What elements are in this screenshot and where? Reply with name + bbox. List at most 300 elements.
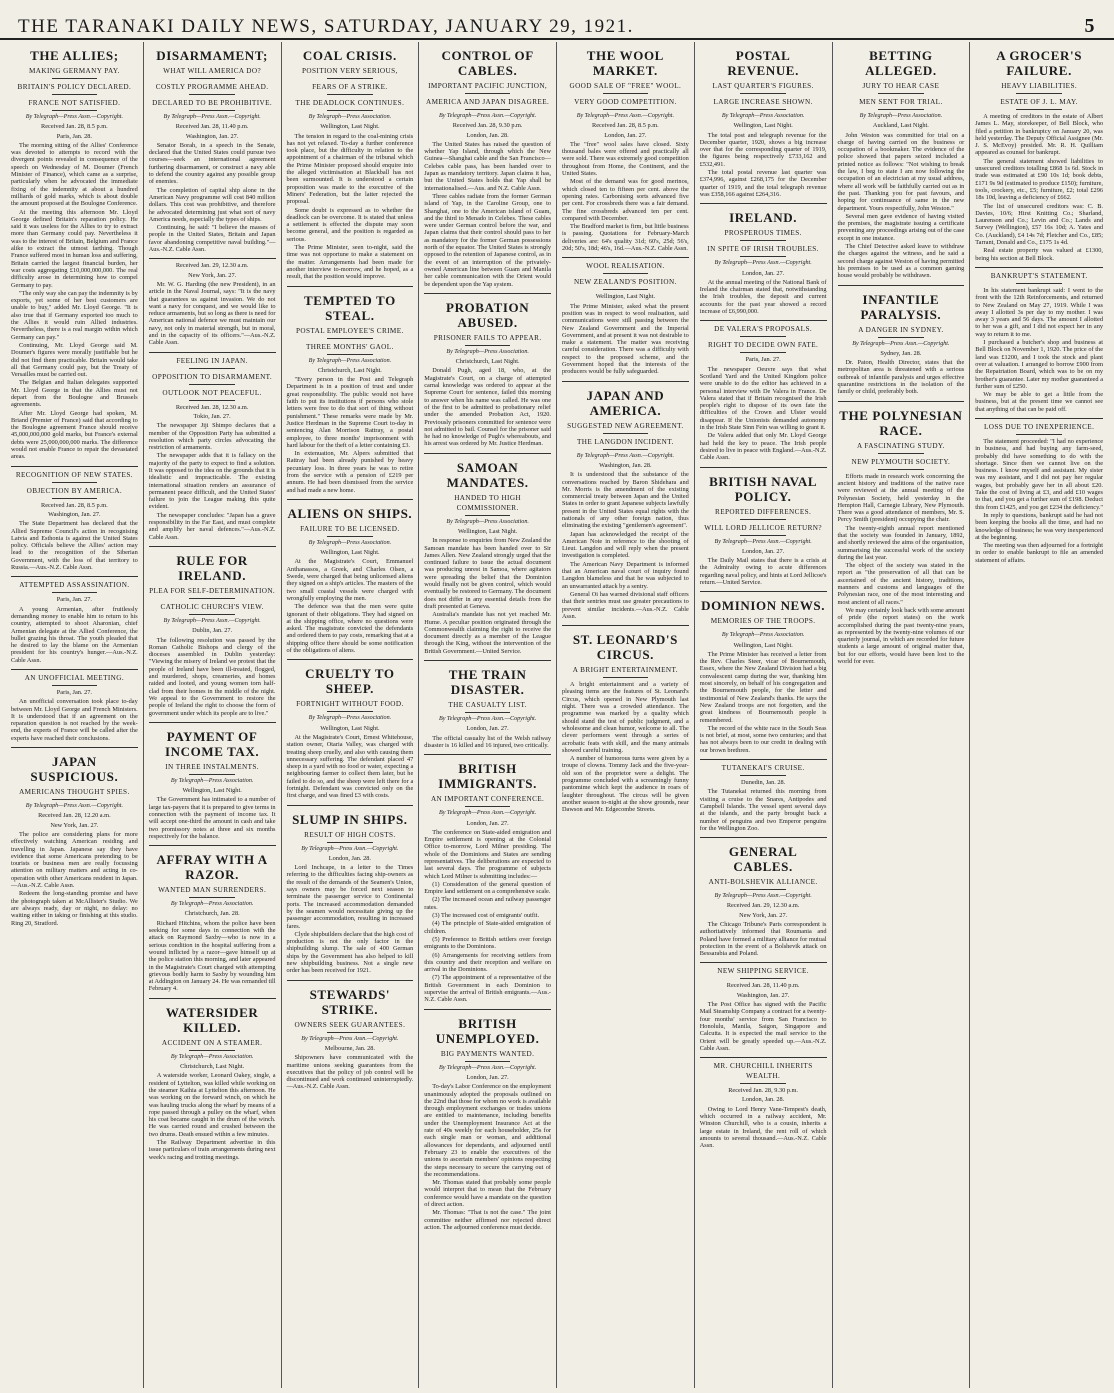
deck-rule: [740, 93, 786, 94]
article-body: [287, 376, 414, 494]
deck-rule: [52, 592, 98, 593]
article-paragraph: The record of the white race in the South Seas is not brief, at most, some two centuries; and that has not always been to our credit in dealing with our brown brethren.: [699, 724, 827, 754]
article: [562, 625, 689, 813]
article-byline: By Telegraph—Press Assn.—Copyright.: [714, 893, 812, 900]
article-deck: MAKING GERMANY PAY.: [29, 67, 120, 75]
column-8: [970, 42, 1108, 1388]
deck-rule: [878, 469, 924, 470]
article-headline: IRELAND.: [729, 210, 798, 226]
article-dateline: Christchurch, Last Night.: [317, 366, 382, 374]
article-paragraph: At the annual meeting of the National Bank of Ireland the chairman stated that, notwithstanding the Irish troubles, the deposit and current accounts for the past year showed a record increase of £6,990,000.: [699, 278, 827, 316]
article-paragraph: (4) The principle of State-aided emigration of children.: [424, 920, 551, 935]
article: [11, 669, 138, 742]
article-byline: By Telegraph—Press Association.: [446, 348, 529, 355]
article-divider: [287, 980, 414, 981]
article-deck: NEW PLYMOUTH SOCIETY.: [851, 457, 951, 466]
article: [149, 352, 276, 541]
article-paragraph: The Prime Minister has received a letter from the Rev. Charles Steer, vicar of Bournemouth, Essex, where the New Zealand Division had a big convalescent camp during the war, thanking him most sincerely, on behalf of his congregation and the Bournemouth people, for the letter and testimonial of New Zealand's thanks. He says the New Zealand troops are not forgotten, and the great kindness of Bournemouth people is remembered.: [699, 650, 827, 724]
article-paragraph: The police are considering plans for more effectively watching American residing and travelling in Japan. Japanese say they have evidence that some Americans pretending to be tourists or business men are really focussing attention on military matters and acting in co-operation with other Americans resident in Japan.—Aus.-N.Z. Cable Assn.: [11, 830, 138, 890]
article-byline: By Telegraph—Press Assn.—Copyright.: [25, 114, 124, 120]
article-dateline: Paris, Jan. 27.: [56, 689, 92, 696]
article-deck: RECOGNITION OF NEW STATES.: [15, 470, 133, 479]
article-deck: HANDED TO HIGH COMMISSIONER.: [454, 493, 522, 512]
article-body: [424, 537, 551, 655]
column-4: [419, 42, 557, 1388]
column-7: [833, 42, 971, 1388]
article-deck: WOOL REALISATION.: [586, 262, 665, 271]
article-divider: [287, 286, 414, 287]
article-received: Received Jan. 29, 12.30 a.m.: [726, 902, 800, 910]
article-divider: [11, 466, 138, 467]
article-paragraph: Continuing, he said: "I believe the masses of people in the United States, Britain and Japan favor abandoning competitive naval building."—Aus.-N.Z. Cable Assn.: [148, 224, 276, 254]
article-divider: [975, 267, 1103, 268]
article-headline: JAPAN SUSPICIOUS.: [30, 754, 119, 785]
article-deck: WILL LORD JELLICOE RETURN?: [704, 523, 822, 532]
article: [11, 48, 138, 461]
article-byline: By Telegraph—Press Association.: [308, 357, 392, 364]
article-deck: THREE MONTHS' GAOL.: [305, 342, 394, 351]
deck-rule: [740, 1083, 786, 1084]
deck-rule: [878, 337, 924, 338]
column-6: [695, 42, 833, 1388]
article-paragraph: In his statement bankrupt said: I went to the front with the 12th Reinforcements, and returned to New Zealand on May 27, 1919. While I was away I allotted 3s per day to my mother. I was away 3 years and 56 days. The amount I allotted to her was a gift, and I did not expect her in any way to return it to me.: [975, 286, 1103, 338]
article: [838, 401, 965, 666]
article-deck: AN UNOFFICIAL MEETING.: [24, 674, 125, 682]
article-byline: By Telegraph—Press Assn.—Copyright.: [163, 617, 261, 624]
article: [149, 845, 276, 993]
article-headline: BRITISH UNEMPLOYED.: [435, 1015, 540, 1046]
article-paragraph: Shipowners have communicated with the maritime unions seeking guarantees from the executives that the policy of job control will be discontinued and work continued uninterruptedly.—Aus.-N.Z. Cable Assn.: [286, 1054, 414, 1091]
article-paragraph: The Daily Mail states that there is a crisis at the Admiralty owing to acute differences regarding naval policy, and hints at Lord Jellicoe's return.—United Service.: [699, 557, 827, 586]
article-byline: By Telegraph—Press Assn.—Copyright.: [438, 1064, 537, 1071]
article-body: [287, 734, 414, 800]
article-dateline: New York, Jan. 27.: [50, 821, 99, 829]
article-divider: [700, 1057, 827, 1058]
article-byline: By Telegraph—Press Association.: [859, 113, 943, 119]
article-paragraph: A meeting of creditors in the estate of Albert James L. May, storekeeper, of Bell Block, who filed a petition in bankruptcy on January 20, was held yesterday. The Deputy Official Assignee (Mr. J. S. McEvoy) presided. Mr. R. H. Quilliam appeared as counsel for bankrupt.: [975, 113, 1103, 157]
article-body: [149, 422, 276, 541]
article-dateline: London, Jan. 28.: [466, 131, 509, 139]
article: [700, 1057, 827, 1149]
page-number: 5: [1084, 15, 1096, 37]
article-dateline: Paris, Jan. 27.: [745, 356, 781, 364]
article-headline: A GROCER'S FAILURE.: [996, 48, 1083, 78]
article-paragraph: The meeting was then adjourned for a fortnight in order to enable bankrupt to file an amended statement of affairs.: [975, 542, 1103, 564]
deck-rule: [603, 677, 649, 678]
deck-rule: [327, 94, 373, 95]
article: [149, 722, 276, 840]
column-3: [282, 42, 420, 1388]
article-body: [424, 735, 551, 750]
article-deck: VERY GOOD COMPETITION.: [574, 98, 677, 106]
article-byline: By Telegraph—Press Assn.—Copyright.: [438, 810, 537, 817]
article-deck: GOOD SALE OF "FREE" WOOL.: [569, 82, 682, 90]
article-divider: [838, 285, 965, 286]
article: [700, 759, 827, 832]
article-headline: BRITISH IMMIGRANTS.: [438, 761, 537, 792]
article-deck: ATTEMPTED ASSASSINATION.: [19, 581, 130, 590]
article: [424, 754, 551, 1003]
deck-rule: [327, 842, 373, 843]
article-body: [975, 113, 1103, 262]
article-dateline: Tokio, Jan. 27.: [193, 412, 231, 420]
article-deck: THE LANGDON INCIDENT.: [577, 437, 674, 446]
article-headline: ST. LEONARD'S CIRCUS.: [572, 632, 678, 663]
deck-rule: [327, 354, 373, 355]
article: [424, 453, 551, 655]
deck-rule: [1016, 93, 1062, 94]
deck-rule: [327, 1032, 373, 1033]
article-body: [11, 698, 138, 742]
article-deck: FRANCE NOT SATISFIED.: [28, 99, 121, 107]
deck-rule: [1016, 283, 1062, 284]
deck-rule: [740, 336, 786, 337]
deck-rule: [189, 598, 235, 599]
deck-rule: [603, 289, 649, 290]
article-dateline: Washington, Jan. 27.: [185, 132, 239, 140]
deck-rule: [740, 978, 786, 979]
article-byline: By Telegraph—Press Association.: [170, 777, 254, 784]
article-paragraph: A waterside worker, Leonard Oakey, single, a resident of Lyttelton, was killed while working on the steamer Kaihia at Lyttelton this afternoon. He was working on the forward winch, on which he was hauling trucks along the wharf by means of a rope passed through a pulley on the wharf, when his coat became caught in the drum of the winch. He was carried round and crushed between the two drums. Death ensued within a few minutes.: [148, 1072, 276, 1138]
article-divider: [11, 669, 138, 670]
article-headline: CONTROL OF CABLES.: [441, 48, 534, 78]
deck-rule: [465, 93, 511, 94]
article-body: [562, 681, 689, 813]
article-paragraph: Australia's mandate has not yet reached Mr. Hume. A peculiar position originated through the Commonwealth claiming the right to receive the document directly as a member of the League through the King, without the intervention of the British Government.—United Service.: [424, 611, 551, 655]
deck-rule: [603, 109, 649, 110]
article-paragraph: Three cables radiate from the former German island of Yap, in the Caroline Group, one to Shanghai, one to the American island of Guam, and the third to Menado in Celebes. These cables were under German control before the war, and Japan claims that their control should pass to her as mandatory for the former German possessions north of the equator. The United States is strongly opposed to the retention of Japanese control, as in the event of an interruption of the privately-owned American line between Guam and Manila her cable communication with the Orient would be dependent upon the Yap system.: [424, 192, 551, 288]
article-divider: [11, 747, 138, 748]
article-divider: [700, 467, 827, 468]
article-byline: By Telegraph—Press Assn.—Copyright.: [852, 340, 950, 347]
article-dateline: Wellington, Last Night.: [320, 724, 380, 732]
article-paragraph: Continuing, Mr. Lloyd George said M. Doumer's figures were morally justifiable but he did not find them practicable. Britain would take all that Germany could pay, but the Treaty of Versailles must be carried out.: [11, 341, 138, 379]
article-divider: [149, 546, 276, 547]
article-body: [975, 438, 1103, 564]
article-paragraph: We may be able to get a little from the business, but at the present time we cannot see that anything of that can be paid off.: [975, 391, 1103, 413]
article-divider: [424, 754, 551, 755]
article-paragraph: The official casualty list of the Welsh railway disaster is 16 killed and 16 injured, two critically.: [424, 734, 551, 749]
article-received: Received Jan. 28, 12.30 a.m.: [175, 403, 249, 411]
article-paragraph: After Mr. Lloyd George had spoken, M. Briand (Premier of France) said that according to the Boulogne agreement France should receive 45,000,000,000 gold marks, but France's external debts were 25,000,000,000 marks. The difference would not enable France to repair the devastated areas.: [11, 409, 138, 461]
masthead: [0, 0, 1114, 40]
article-body: [11, 606, 138, 664]
article-byline: By Telegraph—Press Association.: [721, 113, 805, 119]
article-paragraph: The State Department has declared that the Allied Supreme Council's action in recognising Latvia and Esthonia is against the United States policy. Officials believe the Allies' action may lead to the recognition of the Siberian Government, with the loss of that territory to Russia.—Aus.-N.Z. Cable Assn.: [11, 520, 138, 572]
article-body: [700, 557, 827, 586]
article-headline: POSTAL REVENUE.: [727, 48, 799, 78]
article-dateline: London, Jan. 27.: [466, 819, 509, 827]
deck-rule: [52, 482, 98, 483]
article-paragraph: The newspaper Oeuvre says that what Scotland Yard and the United Kingdom police were unable to do the editor has achieved in a personal interview with De Valera in France. De Valera stated that if Britain recognised the Irish people's right to dispose of its own fate the difficulties of the Crown and Ulster would disappear. If the Unionists demanded autonomy in the Irish State Sinn Fein was willing to grant it.: [699, 365, 827, 432]
article-body: [562, 471, 689, 620]
article-dateline: New York, Jan. 27.: [188, 271, 237, 279]
deck-rule: [189, 78, 235, 79]
article-deck: DECLARED TO BE PROHIBITIVE.: [152, 99, 273, 107]
article-paragraph: Efforts made in research work concerning the ancient history and traditions of the native race were reviewed at the annual meeting of the Polynesian Society, held yesterday in the Hempton Hall, Carnegie Library, New Plymouth. There was a good attendance of members, Mr. S. Percy Smith (president) occupying the chair.: [837, 472, 965, 524]
article-body: [424, 829, 551, 1004]
column-2: [144, 42, 282, 1388]
article-deck: FEELING IN JAPAN.: [176, 356, 248, 365]
article-deck: FORTNIGHT WITHOUT FOOD.: [296, 700, 404, 709]
article-paragraph: The "free" wool sales have closed. Sixty thousand bales were offered and practically all were sold. There was extremely good competition throughout from Home, the Continent, and the United States.: [562, 140, 689, 178]
deck-rule: [189, 614, 235, 615]
article-paragraph: Lord Inchcape, in a letter to the Times referring to the difficulties facing ship-owners as the result of the demands of the Seamen's Union, says owners may be forced next season to terminate the passenger service to Continental ports. The increased accommodation demanded by the seamen would necessitate giving up the passenger accommodation, resulting in increased fares.: [286, 864, 414, 930]
article-headline: STEWARDS' STRIKE.: [309, 986, 391, 1017]
deck-rule: [189, 897, 235, 898]
article-deck: BIG PAYMENTS WANTED.: [440, 1049, 535, 1058]
deck-rule: [327, 110, 373, 111]
article-headline: THE WOOL MARKET.: [586, 48, 664, 78]
deck-rule: [740, 256, 786, 257]
article-dateline: London, Jan. 28.: [328, 854, 371, 862]
article-divider: [149, 352, 276, 353]
article-divider: [149, 845, 276, 846]
deck-rule: [189, 384, 235, 385]
deck-rule: [603, 449, 649, 450]
article-paragraph: The Chief Detective asked leave to withdraw the charges against the witness, and he said a second charge against Weston of having permitted his premises to be used as a common gaming house would probably be withdrawn.: [837, 243, 965, 280]
article-byline: By Telegraph—Press Association.: [308, 539, 392, 546]
article-paragraph: The Prime Minister, asked what the present position was in respect to wool realisation, said communications were still passing between the New Zealand Government and the Imperial Government, and at present it was not desirable to make a statement. The matter was receiving careful consideration. There was a difficulty with respect to the proposed scheme, and the Government hoped that the interests of the producers would be fully safeguarded.: [562, 302, 689, 376]
deck-rule: [1016, 109, 1062, 110]
article-paragraph: At the Magistrate's Court, Ernest Whitehouse, station owner, Otaria Valley, was charged with treating sheep cruelly, and also with causing them unnecessary suffering. The defendant placed 47 sheep in a yard with no food or water, expecting a neighbouring farmer to collect them later, but he failed to do so, and the sheep were left there for a fortnight. Defendant was convicted only on the first charge, and was fined £3 with costs.: [286, 733, 414, 800]
article-divider: [424, 453, 551, 454]
article-body: [700, 132, 827, 199]
article-dateline: London, Jan. 27.: [742, 269, 785, 277]
article-deck: A DANGER IN SYDNEY.: [858, 325, 944, 334]
article-dateline: London, Jan. 27.: [466, 1073, 509, 1081]
article-divider: [700, 962, 827, 963]
article: [424, 1009, 551, 1232]
article: [287, 805, 414, 975]
article-divider: [11, 576, 138, 577]
article-byline: By Telegraph—Press Association.: [308, 114, 392, 120]
article-dateline: Christchurch, Last Night.: [180, 1063, 245, 1071]
article: [287, 499, 414, 654]
article-paragraph: Mr. Thomas stated that probably some people would interpret that to mean that the February conference would have a mandate on the question of direct action.: [424, 1179, 551, 1208]
article-paragraph: John Weston was committed for trial on a charge of having carried on the business or occupation of a bookmaker. The evidence of the police showed that papers seized included a printed notice as follows: "Not wishing to break the law, I beg to state I am now following the occupation of an electrician at my usual address, where all work will be faithfully carried out as in the past. Thanking you for past favours, and hoping for continuance of same in the new department. Yours respectfully, John Weston.": [837, 131, 965, 212]
deck-rule: [1016, 434, 1062, 435]
article-paragraph: Some doubt is expressed as to whether the deadlock can be overcome. It is stated that unless a settlement is effected the dispute may soon become general, and the position is regarded as serious.: [286, 206, 414, 243]
article-body: [700, 279, 827, 315]
article-paragraph: Clyde shipbuilders declare that the high cost of production is not the only factor in the shipbuilding slump. The sale of 400 German ships by the Government has also helped to kill new shipbuilding business. Not a single new order has been received for 1921.: [286, 930, 414, 975]
article-byline: By Telegraph—Press Assn.—Copyright.: [25, 803, 124, 810]
article-deck: IMPORTANT PACIFIC JUNCTION,: [428, 82, 548, 90]
article-headline: RULE FOR IRELAND.: [176, 552, 248, 583]
article-dateline: Auckland, Last Night.: [872, 122, 929, 130]
article: [149, 258, 276, 346]
article-body: [149, 142, 276, 253]
article-paragraph: Richard Hitchins, whom the police have been seeking for some days in connection with the attack on Raymond Saxby—who is now in a serious condition in the hospital suffering from a wound inflicted by a razor—gave himself up at the police station this morning, and later appeared in the Magistrate's Court charged with attempting grievous bodily harm to Saxby by wounding him at Addington on January 24. He was remanded till February 4.: [148, 919, 276, 993]
article: [11, 747, 138, 927]
article-deck: JURY TO HEAR CASE: [862, 82, 940, 90]
article-body: [149, 920, 276, 993]
article-divider: [424, 293, 551, 294]
article-divider: [424, 660, 551, 661]
deck-rule: [327, 78, 373, 79]
deck-rule: [878, 93, 924, 94]
article-body: [287, 133, 414, 281]
article-headline: DISARMAMENT;: [156, 48, 268, 63]
article-paragraph: (1) Consideration of the general question of Empire land settlement on a comprehensive scale.: [424, 880, 551, 896]
article-deck: OUTLOOK NOT PEACEFUL.: [162, 388, 262, 397]
article-byline: By Telegraph—Press Assn.—Copyright.: [438, 716, 537, 723]
article-byline: By Telegraph—Press Assn.—Copyright.: [576, 452, 675, 459]
article-paragraph: The Belgian and Italian delegates supported Mr. Lloyd George in that the Allies must not depart from the Boulogne and Brussels agreements.: [11, 379, 138, 409]
article: [700, 962, 827, 1052]
article-byline: By Telegraph—Press Association.: [308, 715, 392, 722]
deck-rule: [740, 109, 786, 110]
article-paragraph: The newspaper adds that it is fallacy on the majority of the party to expect to find a solution. It was opposed to the idea on the grounds that it is idealistic and impracticable. The existing international situation renders an assurance of permanent peace difficult, and the United States' failure to join the League making this quite evident.: [148, 452, 276, 511]
article-body: [287, 1054, 414, 1090]
article-deck: NEW ZEALAND'S POSITION.: [573, 278, 677, 287]
article-received: Received Jan. 28, 8.5 p.m.: [41, 123, 108, 131]
article-deck: FAILURE TO BE LICENSED.: [300, 524, 400, 533]
article: [975, 267, 1103, 413]
article-dateline: London, Jan. 28.: [742, 1096, 785, 1104]
article-headline: GENERAL CABLES.: [728, 844, 798, 875]
article: [287, 659, 414, 799]
article-dateline: Wellington, Last Night.: [457, 527, 518, 535]
article: [700, 837, 827, 957]
article-deck: POSITION VERY SERIOUS,: [302, 67, 398, 75]
deck-rule: [52, 498, 98, 499]
article: [287, 286, 414, 494]
article-headline: PROBATION ABUSED.: [446, 299, 530, 330]
article-deck: BRITAIN'S POLICY DECLARED.: [17, 83, 132, 91]
article-deck: FEARS OF A STRIKE.: [312, 83, 388, 91]
deck-rule: [465, 1061, 511, 1062]
article-byline: By Telegraph—Press Assn.—Copyright.: [163, 114, 261, 120]
deck-rule: [740, 628, 786, 629]
deck-rule: [465, 109, 511, 110]
masthead-title: THE TARANAKI DAILY NEWS, SATURDAY, JANUARY 29, 1921.: [18, 16, 634, 37]
article-deck: MEN SENT FOR TRIAL.: [859, 98, 943, 106]
article: [149, 998, 276, 1161]
article-byline: By Telegraph—Press Association.: [721, 632, 805, 639]
article-deck: OWNERS SEEK GUARANTEES.: [294, 1020, 406, 1029]
deck-rule: [327, 536, 373, 537]
article-deck: TUTANEKAI'S CRUISE.: [721, 764, 805, 773]
article-headline: BRITISH NAVAL POLICY.: [709, 473, 818, 504]
article-deck: DE VALERA'S PROPOSALS.: [714, 325, 813, 334]
article-paragraph: The general statement showed liabilities to unsecured creditors totalling £868 1s 6d. Stock in trade was estimated at £90 10s 1d; book debts, £171 9s 9d (estimated to produce £150); furniture, tools, crockery, etc., £5; furniture, £2; total £296 18s 10d, leaving a deficiency of £662.: [975, 157, 1103, 202]
article-body: [11, 520, 138, 571]
article-paragraph: The statement proceeded: "I had no experience in business, and had buying any farm-seed, probably did have something to do with the shortage. Since then we cannot live on the business. I know myself and assistant. My sister was my assistant, and I did not pay her regular wages, but probably gave her in all about £20. Take the cost of living at £3, and add £10 wages to that, and you get a further sum of £198. Deduct this from £1425, and you get £234 the deficiency.": [975, 437, 1103, 511]
article-paragraph: Redeem the long-standing promise and have the photograph taken at McAllister's Studio. We are always ready, day or night, no delay: no waiting either in taking or finishing at this studio. Ring 20, Stratford.: [11, 890, 138, 927]
article-deck: IN THREE INSTALMENTS.: [165, 762, 259, 771]
article-divider: [838, 401, 965, 402]
article-received: Received Jan. 28, 11.40 p.m.: [726, 982, 800, 990]
article-paragraph: A number of humorous turns were given by a troupe of clowns. Tommy Jack and the five-year-old son of the proprietor were a delight. The programme concluded with a screamingly funny pantomime which kept the audience in roars of laughter throughout. The circus will be given another season to-night at the show grounds, near Dawson and Mr. Edgecombe Streets.: [562, 755, 689, 814]
deck-rule: [740, 240, 786, 241]
article-divider: [700, 591, 827, 592]
article-dateline: Sydney, Jan. 28.: [880, 349, 922, 357]
article-deck: REPORTED DIFFERENCES.: [715, 507, 812, 516]
article: [700, 591, 827, 754]
article-paragraph: The Post Office has signed with the Pacific Mail Steamship Company a contract for a twenty-four months' service from San Francisco to Honolulu, Manila, Saigon, Singapore and Calcutta. It is expected the mail service to the Orient will be greatly speeded up.—Aus.-N.Z. Cable Assn.: [699, 1001, 827, 1052]
article-dateline: Dublin, Jan. 27.: [192, 627, 233, 635]
article-deck: BANKRUPT'S STATEMENT.: [990, 271, 1088, 280]
article-paragraph: To-day's Labor Conference on the employment unanimously adopted the proposals outlined on the 22nd that those for whom no work is available through employment exchanges or trades unions are entitled to maintenance, including benefits under the Unemployment Insurance Act at the rate of 40s weekly for each householder, 25s for each single man or woman, and additional allowances for dependants, and adjourned until February 23 to enable the executives of the unions to ascertain members' opinions respecting the steps necessary to secure the carrying out of the recommendations.: [424, 1083, 551, 1178]
deck-rule: [740, 889, 786, 890]
article-body: [562, 303, 689, 376]
column-5: [557, 42, 695, 1388]
article-body: [287, 864, 414, 974]
article: [424, 293, 551, 448]
article-deck: ANTI-BOLSHEVIK ALLIANCE.: [708, 878, 818, 887]
deck-rule: [189, 110, 235, 111]
article-body: [424, 1083, 551, 1231]
deck-rule: [740, 535, 786, 536]
article-received: Received Jan. 28, 8.5 p.m.: [592, 122, 659, 130]
article-body: [287, 558, 414, 654]
article-dateline: Melbourne, Jan. 28.: [324, 1044, 375, 1052]
deck-rule: [52, 110, 98, 111]
article-paragraph: The newspaper concludes: "Japan has a grave responsibility in the Far East, and must complete and amplify her naval defences."—Aus.-N.Z. Cable Assn.: [148, 511, 276, 541]
article-paragraph: Several men gave evidence of having visited the premises, the magistrate issuing a certificate preventing any proceedings arising out of the case except in one instance.: [837, 212, 965, 242]
article-byline: By Telegraph—Press Assn.—Copyright.: [301, 1035, 399, 1042]
article-divider: [287, 805, 414, 806]
article-deck: MEMORIES OF THE TROOPS.: [710, 617, 816, 626]
article-paragraph: The United States has raised the question of whether Yap Island, through which the New Guinea—Shanghai cable and the San Francisco—Celebes cable pass, has been handed over to Japan as mandatory territory. Japan claims it has, but the United States holds that Yap shall be internationalised.—Aus. and N.Z. Cable Assn.: [424, 140, 551, 192]
article-paragraph: Donald Pugh, aged 18, who, at the Magistrate's Court, on a charge of attempted carnal knowledge was ordered to appear at the Supreme Court for sentence, failed this morning to answer when his name was called. He was one of the first to be admitted to probationary relief under the amended Probation Act, 1920. Previously prisoners committed for sentence were not admitted to bail. Counsel for the prisoner said he had no knowledge of Pugh's whereabouts, and his arrest was ordered by Mr. Justice Herdman.: [424, 367, 551, 448]
deck-rule: [603, 433, 649, 434]
article-paragraph: General Oi has warned divisional staff officers that their sentries must use greater precautions to prevent similar incidents.—Aus.-N.Z. Cable Assn.: [562, 590, 689, 620]
deck-rule: [878, 109, 924, 110]
article-body: [11, 831, 138, 927]
article-headline: AFFRAY WITH A RAZOR.: [156, 852, 268, 883]
article: [975, 418, 1103, 564]
article-headline: INFANTILE PARALYSIS.: [860, 291, 942, 322]
article-deck: THE DEADLOCK CONTINUES.: [295, 99, 405, 107]
article-body: [149, 796, 276, 840]
deck-rule: [189, 400, 235, 401]
deck-rule: [189, 368, 235, 369]
article-paragraph: The following resolution was passed by the Roman Catholic Bishops and clergy of the dioceses assembled in Dublin yesterday: "Viewing the misery of Ireland we protest that the people of Ireland have been ill-treated, flogged, and murdered, shops, creameries, and homes raided and looted, and young women torn half-clad from their homes in the middle of the night. We appeal to the Government to restore the people of Ireland the right to choose the form of government under which its people are to live.": [148, 636, 276, 717]
article-received: Received Jan. 28, 9.30 p.m.: [728, 1087, 799, 1095]
article: [287, 980, 414, 1091]
deck-rule: [465, 515, 511, 516]
article-deck: LAST QUARTER'S FIGURES.: [712, 82, 814, 90]
article-body: [424, 367, 551, 447]
article-paragraph: An unofficial conversation took place to-day between Mr. Lloyd George and French Ministers. It is understood that if an agreement on the reparation question is not reached by the week-end, the experts of France will be called after the experts have reached their conclusions.: [11, 698, 138, 742]
article-body: [562, 141, 689, 252]
article-byline: By Telegraph—Press Assn.—Copyright.: [438, 113, 537, 119]
article-dateline: Paris, Jan. 28.: [56, 132, 92, 140]
article-deck: AMERICA AND JAPAN DISAGREE.: [426, 98, 550, 106]
article-dateline: Wellington, Last Night.: [733, 122, 793, 130]
article-paragraph: The list of unsecured creditors was: C. B. Davies, 10/6; Hirst Knitting Co.; Sharland, Laurenson and Co.; Levin and Co.; Lands and Survey (Wellington), £57 16s 10d; A. Yates and Co. (Auckland), £4 14s 7d; Fletcher and Co., £85; Tarrant, Donald and Co., £175 1s 4d.: [975, 202, 1103, 247]
article-body: [700, 651, 827, 754]
article-headline: CRUELTY TO SHEEP.: [305, 666, 395, 697]
article-body: [424, 141, 551, 288]
deck-rule: [603, 273, 649, 274]
deck-rule: [52, 799, 98, 800]
article: [975, 48, 1103, 262]
article-paragraph: The American Navy Department is informed that an American naval court of inquiry found Langdon blameless and that he was subjected to an unwarranted attack by a sentry.: [562, 560, 689, 590]
article-body: [838, 473, 965, 666]
article-body: [700, 788, 827, 832]
article-dateline: Paris, Jan. 27.: [56, 596, 92, 604]
deck-rule: [189, 1050, 235, 1051]
deck-rule: [740, 519, 786, 520]
article-body: [975, 287, 1103, 413]
deck-rule: [327, 711, 373, 712]
article-paragraph: In reply to questions, bankrupt said he had not been keeping the books all the time, and had no knowledge of business; he was very inexperienced at the beginning.: [975, 511, 1103, 541]
article-dateline: Christchurch, Last Night.: [455, 358, 520, 366]
column-1: [6, 42, 144, 1388]
